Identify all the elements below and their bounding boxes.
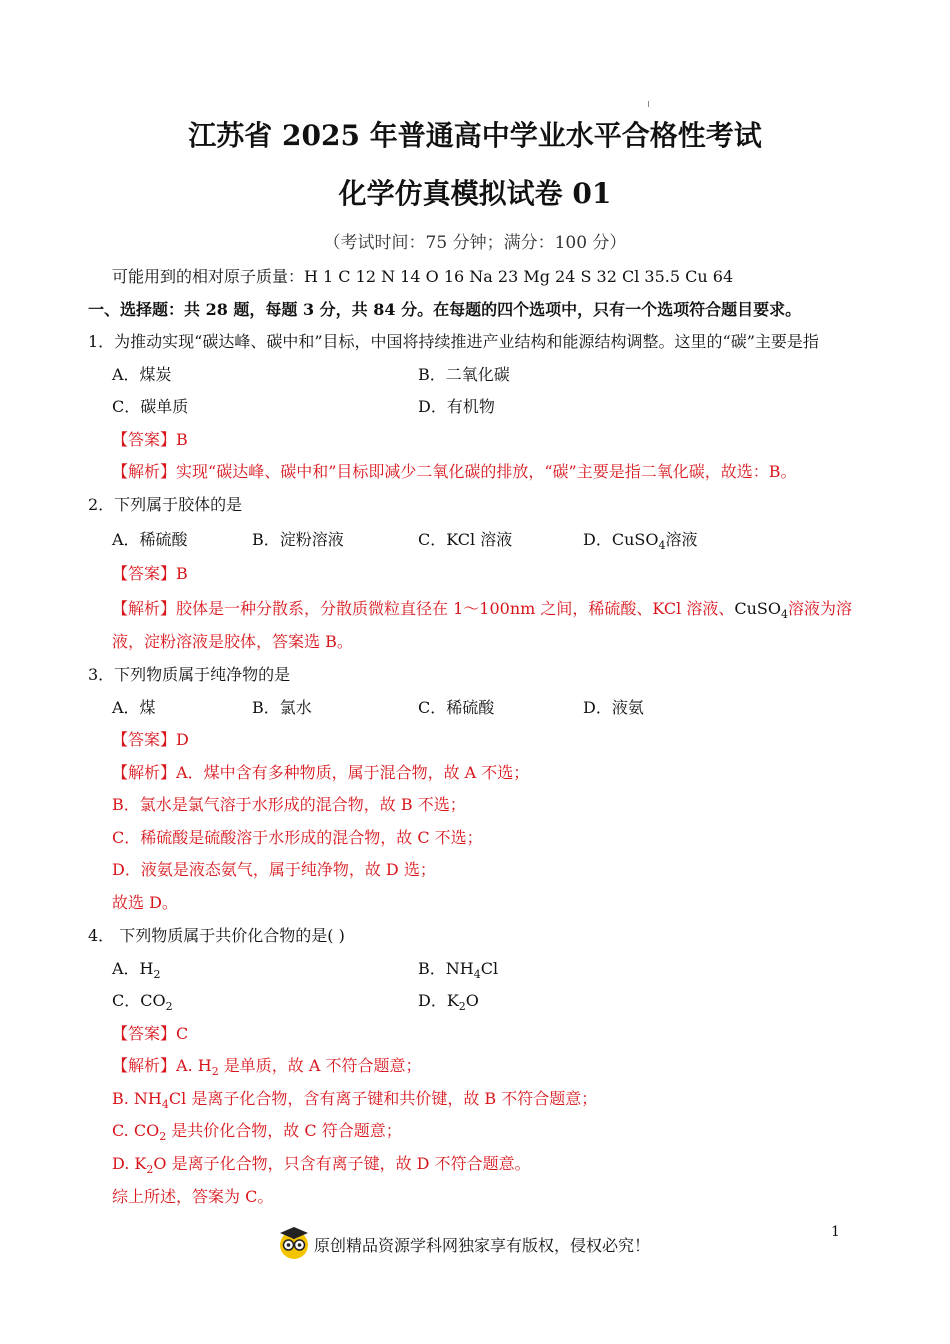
q2-option-b: B．淀粉溶液 bbox=[252, 530, 344, 549]
q2-stem: 2．下列属于胶体的是 bbox=[88, 495, 243, 514]
q4-analysis-line4: D. $K_2O$ 是离子化合物，只含有离子键，故 D 不符合题意。 bbox=[112, 1154, 531, 1177]
exam-info: （考试时间：75 分钟；满分：100 分） bbox=[323, 233, 627, 253]
q2-option-a: A．稀硫酸 bbox=[112, 530, 188, 549]
q3-analysis-line1: 【解析】A．煤中含有多种物质，属于混合物，故 A 不选； bbox=[112, 763, 530, 782]
q1-stem: 1．为推动实现“碳达峰、碳中和”目标，中国将持续推进产业结构和能源结构调整。这里的“碳”主要是指 bbox=[88, 332, 819, 351]
q4-option-c: C．$CO_2$ bbox=[112, 991, 173, 1014]
q2-analysis-line1: 【解析】胶体是一种分散系，分散质微粒直径在 1～100nm 之间，稀硫酸、KCl 溶液、CuSO$_4$溶液为溶 bbox=[112, 599, 852, 622]
q1-option-c: C．碳单质 bbox=[112, 397, 189, 416]
q3-stem: 3．下列物质属于纯净物的是 bbox=[88, 665, 291, 684]
q2-answer: 【答案】B bbox=[112, 564, 188, 583]
q3-analysis-line4: D．液氨是液态氨气，属于纯净物，故 D 选； bbox=[112, 860, 436, 879]
q1-option-a: A．煤炭 bbox=[112, 365, 172, 384]
q2-option-d: D．CuSO$_4$溶液 bbox=[583, 530, 698, 553]
header-mark bbox=[648, 101, 649, 107]
q4-analysis-line3: C. $CO_2$ 是共价化合物，故 C 符合题意； bbox=[112, 1121, 402, 1144]
q4-answer: 【答案】C bbox=[112, 1024, 189, 1043]
q3-option-d: D．液氨 bbox=[583, 698, 644, 717]
page-number: 1 bbox=[831, 1224, 840, 1240]
q4-option-b: B．$NH_4Cl$ bbox=[418, 959, 499, 982]
q1-analysis: 【解析】实现“碳达峰、碳中和”目标即减少二氧化碳的排放，“碳”主要是指二氧化碳，故选：B。 bbox=[112, 462, 797, 481]
page-title: 江苏省 2025 年普通高中学业水平合格性考试 bbox=[188, 119, 762, 152]
q3-option-a: A．煤 bbox=[112, 698, 156, 717]
q1-answer: 【答案】B bbox=[112, 430, 188, 449]
section-heading: 一、选择题：共 28 题，每题 3 分，共 84 分。在每题的四个选项中，只有一个选项符合题目要求。 bbox=[88, 300, 802, 319]
atomic-masses: 可能用到的相对原子质量：H 1 C 12 N 14 O 16 Na 23 Mg 24 S 32 Cl 35.5 Cu 64 bbox=[112, 267, 734, 286]
q2-option-c: C．KCl 溶液 bbox=[418, 530, 513, 549]
q1-option-b: B．二氧化碳 bbox=[418, 365, 510, 384]
q3-analysis-line3: C．稀硫酸是硫酸溶于水形成的混合物，故 C 不选； bbox=[112, 828, 483, 847]
footer-copyright: 原创精品资源学科网独家享有版权，侵权必究！ bbox=[314, 1236, 651, 1255]
q4-analysis-line2: B. $NH_4Cl$ 是离子化合物，含有离子键和共价键，故 B 不符合题意； bbox=[112, 1089, 598, 1112]
q4-option-d: D．$K_2O$ bbox=[418, 991, 479, 1014]
q4-option-a: A．$H_2$ bbox=[112, 959, 161, 982]
q1-option-d: D．有机物 bbox=[418, 397, 495, 416]
page-subtitle: 化学仿真模拟试卷 01 bbox=[338, 177, 612, 210]
q3-option-c: C．稀硫酸 bbox=[418, 698, 495, 717]
owl-logo-icon bbox=[276, 1224, 312, 1260]
q3-answer: 【答案】D bbox=[112, 730, 189, 749]
q4-analysis-line5: 综上所述，答案为 C。 bbox=[112, 1187, 274, 1206]
q4-analysis-line1: 【解析】A. $H_2$ 是单质，故 A 不符合题意； bbox=[112, 1056, 422, 1079]
q3-analysis-line5: 故选 D。 bbox=[112, 893, 178, 912]
q3-option-b: B．氯水 bbox=[252, 698, 312, 717]
q3-analysis-line2: B．氯水是氯气溶于水形成的混合物，故 B 不选； bbox=[112, 795, 466, 814]
q2-analysis-line2: 液，淀粉溶液是胶体，答案选 B。 bbox=[112, 632, 353, 651]
q4-stem: 4． 下列物质属于共价化合物的是( ) bbox=[88, 926, 345, 945]
